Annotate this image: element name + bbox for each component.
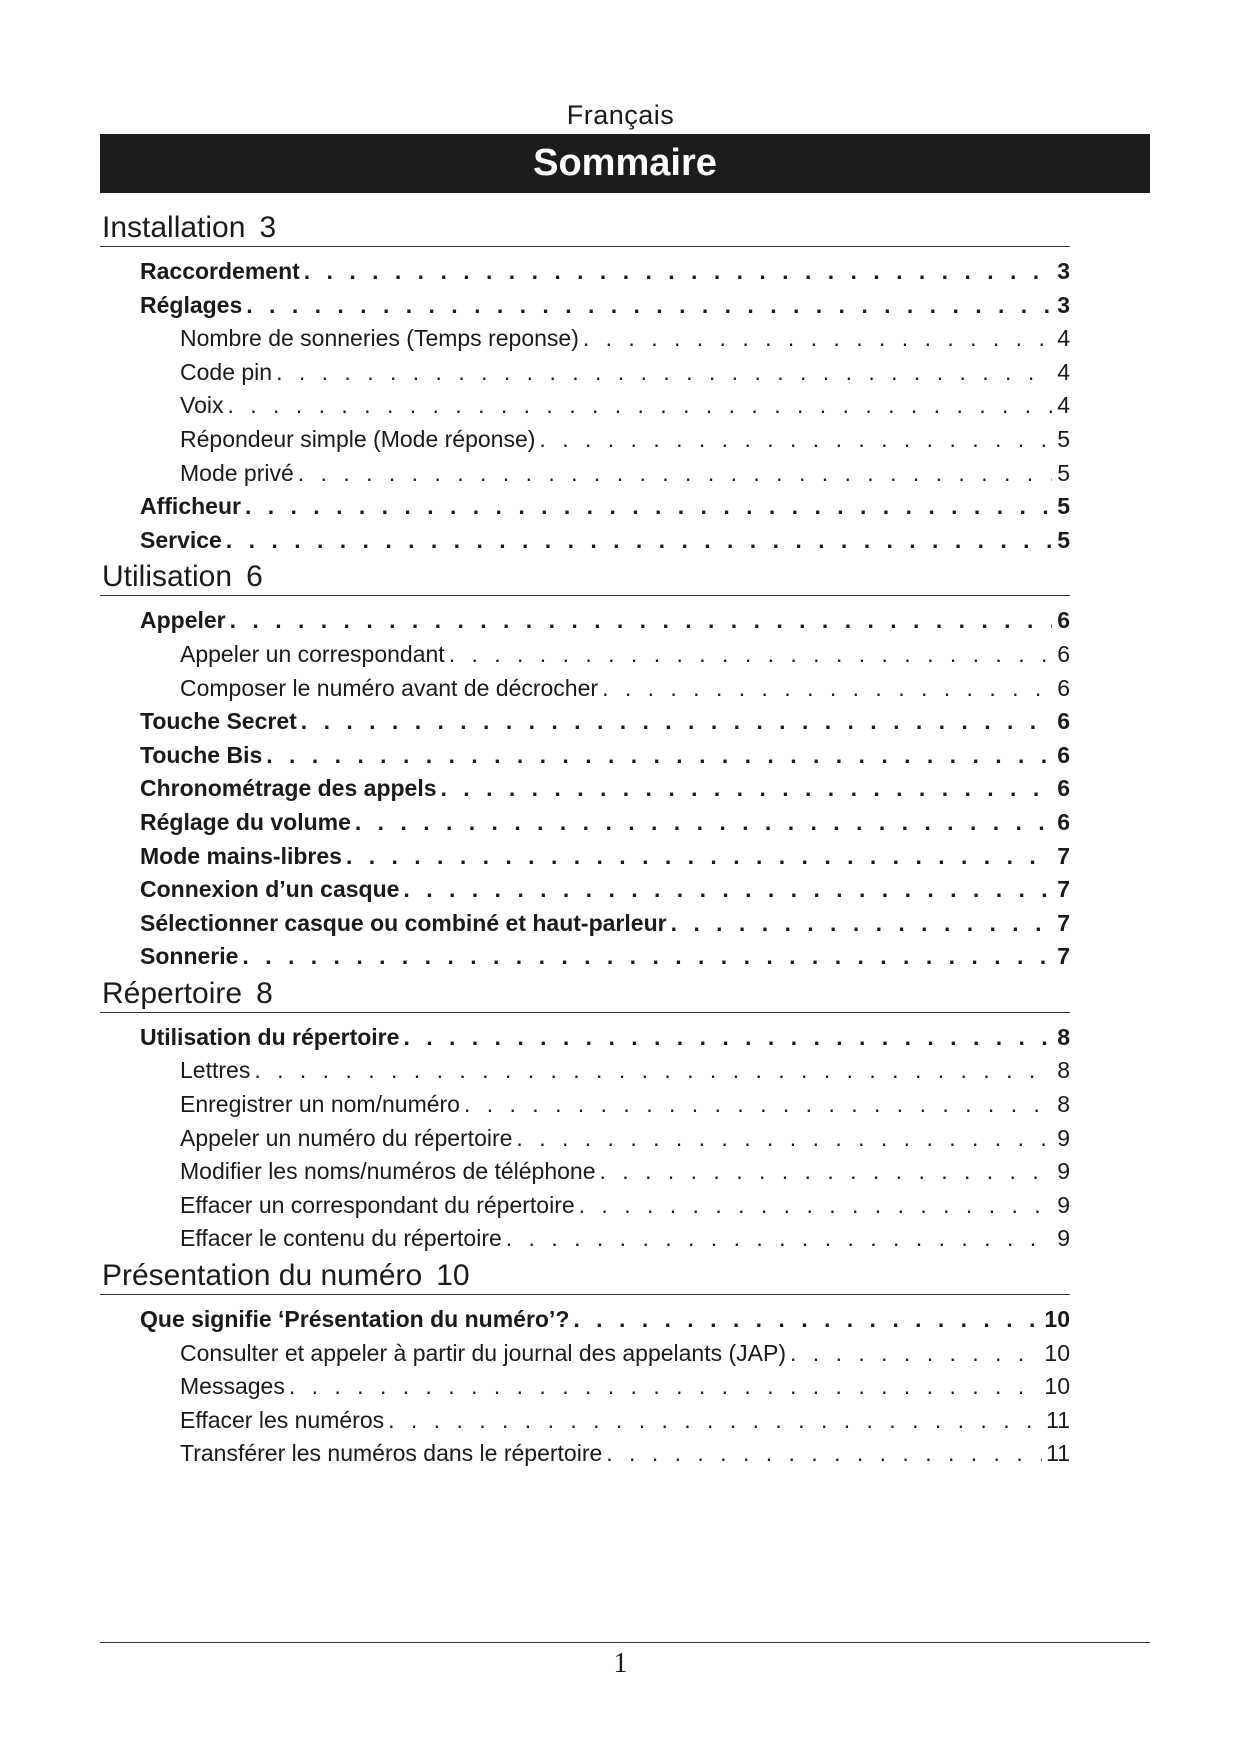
toc-entry[interactable] (100, 1122, 1070, 1156)
toc-entry-label: Enregistrer un nom/numéro (180, 1091, 460, 1118)
toc-entry-label: Connexion d’un casque (140, 876, 400, 903)
toc-entry[interactable] (100, 1404, 1070, 1438)
toc-entry-label: Composer le numéro avant de décrocher (180, 674, 599, 701)
toc-entry-label: Chronométrage des appels (140, 775, 437, 802)
toc-entry-page: 4 (1057, 325, 1070, 352)
toc-entry[interactable] (100, 356, 1070, 390)
page-title: Sommaire (100, 134, 1150, 193)
section-title: Répertoire (102, 976, 243, 1010)
toc-section (100, 976, 1070, 1256)
toc-entry[interactable] (100, 1370, 1070, 1404)
toc-entry-label: Réglages (140, 291, 243, 318)
section-page: 8 (256, 976, 273, 1010)
toc-entry[interactable] (100, 1222, 1070, 1256)
toc-entry-page: 9 (1057, 1225, 1070, 1252)
toc-entry[interactable] (100, 1021, 1070, 1055)
toc-section (100, 559, 1070, 974)
toc-entry-label: Code pin (180, 358, 273, 385)
toc-entry-page: 7 (1057, 909, 1070, 936)
toc-entry[interactable] (100, 739, 1070, 773)
dot-leader (254, 1054, 1052, 1088)
toc-entry[interactable] (100, 423, 1070, 457)
section-title: Utilisation (102, 560, 233, 594)
toc-entry-label: Effacer le contenu du répertoire (180, 1225, 502, 1252)
toc-entry[interactable] (100, 1155, 1070, 1189)
dot-leader (602, 672, 1052, 706)
toc-entry-label: Sonnerie (140, 943, 239, 970)
toc-entry[interactable] (100, 1189, 1070, 1223)
toc-entry-page: 9 (1057, 1191, 1070, 1218)
toc-entry-page: 9 (1057, 1124, 1070, 1151)
toc-entry-label: Touche Bis (140, 741, 263, 768)
toc-entry-label: Que signifie ‘Présentation du numéro’? (140, 1306, 570, 1333)
toc-entry-page: 8 (1057, 1057, 1070, 1084)
toc-entry-page: 5 (1057, 526, 1070, 553)
toc-entry-page: 10 (1044, 1339, 1070, 1366)
toc-entry-page: 6 (1057, 708, 1070, 735)
dot-leader (355, 806, 1052, 840)
toc-entry-label: Effacer les numéros (180, 1406, 385, 1433)
toc-entry-label: Nombre de sonneries (Temps reponse) (180, 325, 579, 352)
dot-leader (227, 389, 1052, 423)
toc-entry-label: Appeler (140, 607, 226, 634)
section-heading[interactable] (100, 559, 1070, 596)
toc-entry[interactable] (100, 524, 1070, 558)
dot-leader (539, 423, 1052, 457)
toc-entry-page: 6 (1057, 808, 1070, 835)
dot-leader (671, 907, 1052, 941)
toc-entry-label: Messages (180, 1373, 285, 1400)
dot-leader (403, 1021, 1052, 1055)
section-page: 10 (436, 1259, 470, 1293)
toc-entry[interactable] (100, 940, 1070, 974)
toc-entry[interactable] (100, 705, 1070, 739)
dot-leader (230, 604, 1052, 638)
dot-leader (298, 457, 1052, 491)
toc-entry-label: Afficheur (140, 493, 241, 520)
toc-entry-label: Touche Secret (140, 708, 297, 735)
dot-leader (388, 1404, 1042, 1438)
toc-entry-page: 11 (1046, 1440, 1070, 1467)
dot-leader (304, 255, 1052, 289)
dot-leader (346, 840, 1052, 874)
toc-entry-page: 5 (1057, 425, 1070, 452)
toc-entry[interactable] (100, 289, 1070, 323)
section-heading[interactable] (100, 1258, 1070, 1295)
toc-section (100, 1258, 1070, 1471)
toc-entry[interactable] (100, 1088, 1070, 1122)
toc-entry-label: Modifier les noms/numéros de téléphone (180, 1158, 596, 1185)
dot-leader (276, 356, 1052, 390)
toc-entry-label: Service (140, 526, 222, 553)
toc-entry-label: Utilisation du répertoire (140, 1023, 400, 1050)
toc-entry-page: 11 (1046, 1406, 1070, 1433)
toc-entry-label: Appeler un numéro du répertoire (180, 1124, 513, 1151)
toc-entry[interactable] (100, 907, 1070, 941)
toc-entry-page: 6 (1057, 607, 1070, 634)
dot-leader (289, 1370, 1041, 1404)
dot-leader (301, 705, 1052, 739)
dot-leader (606, 1437, 1042, 1471)
toc-entry-page: 10 (1044, 1306, 1070, 1333)
toc-entry-label: Répondeur simple (Mode réponse) (180, 425, 536, 452)
dot-leader (583, 322, 1052, 356)
toc-entry-label: Mode privé (180, 459, 294, 486)
toc-entry[interactable] (100, 672, 1070, 706)
toc-entry[interactable] (100, 1337, 1070, 1371)
language-label: Français (566, 100, 675, 130)
toc-entry-page: 6 (1057, 640, 1070, 667)
toc-entry-page: 6 (1057, 741, 1070, 768)
toc-entry-label: Consulter et appeler à partir du journal des appelants (JAP) (180, 1339, 787, 1366)
toc-entry-label: Appeler un correspondant (180, 640, 445, 667)
toc-entry[interactable] (100, 840, 1070, 874)
toc-entry-page: 5 (1057, 493, 1070, 520)
dot-leader (449, 638, 1052, 672)
section-title: Installation (102, 211, 246, 244)
dot-leader (266, 739, 1052, 773)
table-of-contents (100, 210, 1070, 1471)
toc-entry-page: 6 (1057, 674, 1070, 701)
footer-divider (100, 1642, 1150, 1643)
toc-entry-page: 4 (1057, 392, 1070, 419)
toc-entry-label: Transférer les numéros dans le répertoire (180, 1440, 603, 1467)
toc-entry-label: Mode mains-libres (140, 842, 342, 869)
dot-leader (441, 772, 1052, 806)
toc-entry-page: 5 (1057, 459, 1070, 486)
toc-entry-label: Effacer un correspondant du répertoire (180, 1191, 575, 1218)
toc-entry[interactable] (100, 255, 1070, 289)
toc-entry[interactable] (100, 604, 1070, 638)
dot-leader (579, 1189, 1052, 1223)
toc-entry[interactable] (100, 457, 1070, 491)
toc-entry-page: 10 (1044, 1373, 1070, 1400)
dot-leader (246, 289, 1052, 323)
toc-entry-label: Lettres (180, 1057, 251, 1084)
section-page: 3 (259, 211, 277, 244)
dot-leader (573, 1303, 1040, 1337)
toc-entry-page: 8 (1057, 1091, 1070, 1118)
dot-leader (516, 1122, 1052, 1156)
toc-entry-page: 4 (1057, 358, 1070, 385)
dot-leader (600, 1155, 1052, 1189)
page-number: 1 (613, 1648, 628, 1679)
toc-entry-page: 7 (1057, 842, 1070, 869)
toc-entry-page: 7 (1057, 943, 1070, 970)
toc-entry-page: 3 (1057, 291, 1070, 318)
dot-leader (245, 490, 1052, 524)
toc-entry[interactable] (100, 389, 1070, 423)
toc-entry-page: 3 (1057, 258, 1070, 284)
toc-entry-page: 7 (1057, 876, 1070, 903)
toc-entry-page: 8 (1057, 1023, 1070, 1050)
section-heading[interactable] (100, 210, 1070, 247)
toc-entry-page: 9 (1057, 1158, 1070, 1185)
toc-entry-label: Réglage du volume (140, 808, 351, 835)
dot-leader (403, 873, 1052, 907)
section-page: 6 (246, 560, 263, 594)
dot-leader (464, 1088, 1052, 1122)
toc-entry[interactable] (100, 490, 1070, 524)
toc-entry-label: Voix (180, 392, 224, 419)
section-heading[interactable] (100, 976, 1070, 1013)
toc-entry[interactable] (100, 1437, 1070, 1471)
dot-leader (506, 1222, 1052, 1256)
dot-leader (242, 940, 1052, 974)
toc-entry[interactable] (100, 638, 1070, 672)
toc-entry[interactable] (100, 772, 1070, 806)
toc-entry[interactable] (100, 322, 1070, 356)
toc-entry[interactable] (100, 806, 1070, 840)
dot-leader (226, 524, 1052, 558)
toc-entry[interactable] (100, 873, 1070, 907)
toc-entry-label: Sélectionner casque ou combiné et haut-parleur (140, 909, 667, 936)
toc-entry[interactable] (100, 1303, 1070, 1337)
section-title: Présentation du numéro (102, 1259, 423, 1293)
toc-entry-page: 6 (1057, 775, 1070, 802)
toc-section (100, 210, 1070, 557)
toc-entry[interactable] (100, 1054, 1070, 1088)
toc-entry-label: Raccordement (140, 258, 300, 284)
dot-leader (790, 1337, 1040, 1371)
